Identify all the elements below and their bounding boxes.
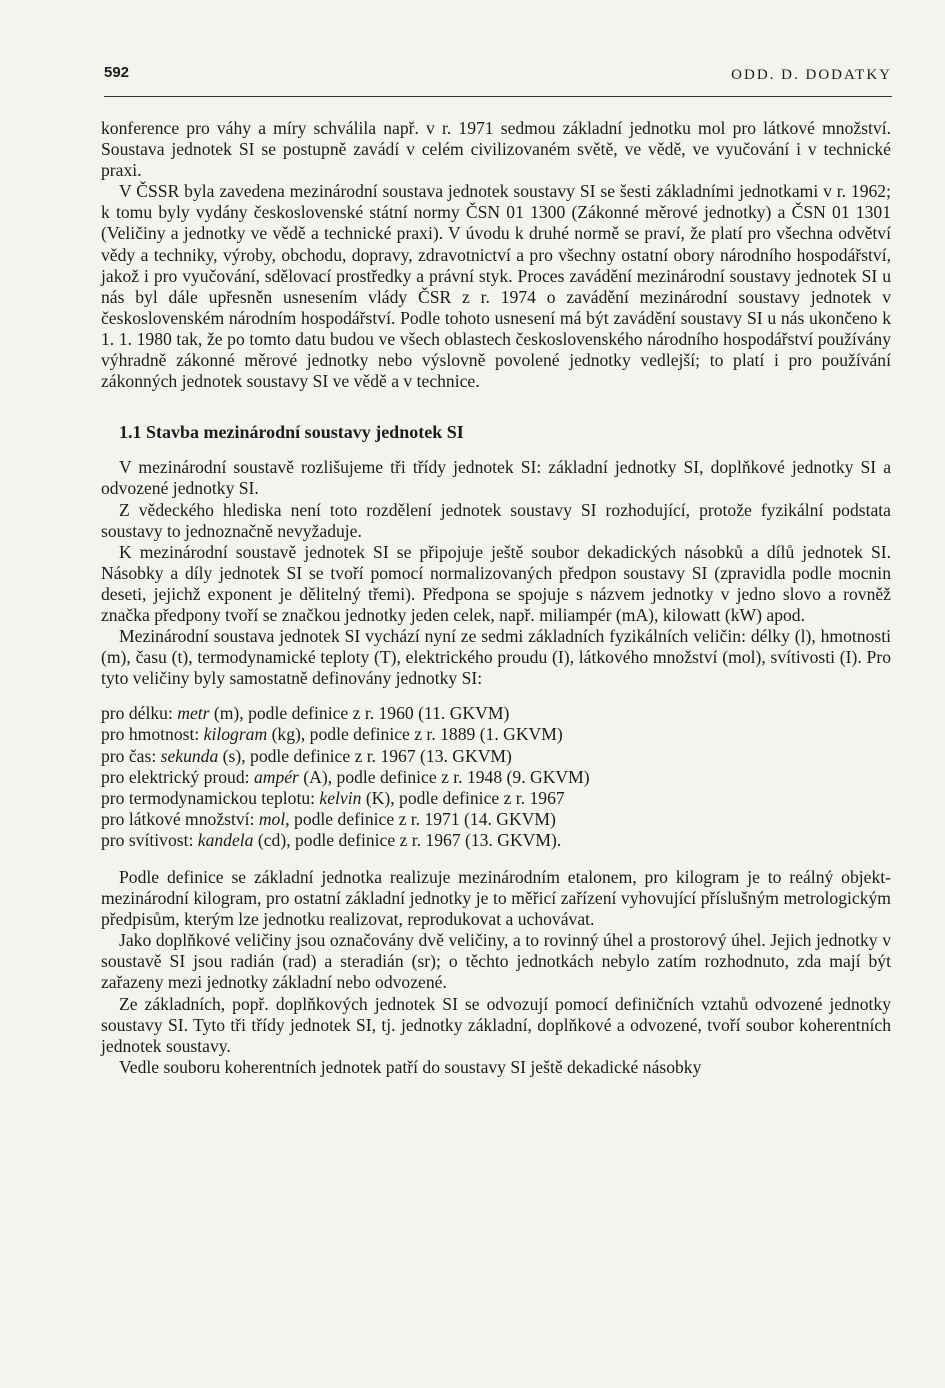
base-unit-line-length: pro délku: metr (m), podle definice z r. 1960 (11. GKVM) — [101, 703, 510, 724]
intro-paragraph-2: V ČSSR byla zavedena mezinárodní soustava jednotek soustavy SI se šesti základními jednotkami v r. 1962; k tomu byly vydány československé státní normy ČSN 01 1300 (Zákonné měrové jednotky) a ČSN 01 1301 (Veličiny a jednotky ve vědě a technické praxi). V úvodu k druhé normě se praví, že platí pro všechna odvětví vědy a techniky, výroby, obchodu, dopravy, zdravotnictví a pro všechny ostatní obory národního hospodářství, jakož i pro vyučování, sdělovací prostředky a právní styk. Proces zavádění mezinárodní soustavy jednotek SI u nás byl dále upřesněn usnesením vlády ČSR z r. 1974 o zavádění mezinárodní soustavy jednotek v československém národním hospodářství. Podle tohoto usnesení má být zavádění soustavy SI u nás ukončeno k 1. 1. 1980 tak, že po tomto datu budou ve všech oblastech československého národního hospodářství používány výhradně zákonné měrové jednotky nebo výslovně povolené jednotky vedlejší; to platí i pro používání zákonných jednotek soustavy SI ve vědě a v technice. — [101, 181, 891, 392]
base-unit-line-amount: pro látkové množství: mol, podle definice z r. 1971 (14. GKVM) — [101, 808, 556, 829]
unit-name: sekunda — [160, 745, 219, 766]
body-text — [101, 118, 891, 1078]
section-paragraph-4: Mezinárodní soustava jednotek SI vychází nyní ze sedmi základních fyzikálních veličin: délky (l), hmotnosti (m), času (t), termodynamické teploty (T), elektrického proudu (I), látkového množství (mol), svítivosti (I). Pro tyto veličiny byly samostatně definovány jednotky SI: — [101, 626, 891, 689]
closing-paragraph-4: Vedle souboru koherentních jednotek patří do soustavy SI ještě dekadické násobky — [119, 1056, 702, 1077]
unit-name: kilogram — [203, 724, 268, 745]
unit-name: kandela — [197, 829, 254, 850]
base-unit-line-luminous: pro svítivost: kandela (cd), podle definice z r. 1967 (13. GKVM). — [101, 829, 562, 850]
running-head: ODD. D. DODATKY — [731, 67, 892, 83]
unit-name: mol — [258, 808, 286, 829]
section-paragraph-1: V mezinárodní soustavě rozlišujeme tři třídy jednotek SI: základní jednotky SI, doplňkové jednotky SI a odvozené jednotky SI. — [101, 457, 891, 499]
section-heading: 1.1 Stavba mezinárodní soustavy jednotek SI — [119, 422, 464, 443]
closing-paragraph-2: Jako doplňkové veličiny jsou označovány dvě veličiny, a to rovinný úhel a prostorový úhel. Jejich jednotky v soustavě SI jsou radián (rad) a steradián (sr); o těchto jednotkách nebylo zatím rozhodnuto, zda mají být zařazeny mezi jednotky základní nebo odvozené. — [101, 930, 891, 993]
unit-name: metr — [177, 703, 210, 724]
base-units-list — [101, 703, 891, 851]
base-unit-line-current: pro elektrický proud: ampér (A), podle definice z r. 1948 (9. GKVM) — [101, 766, 590, 787]
base-unit-line-time: pro čas: sekunda (s), podle definice z r. 1967 (13. GKVM) — [101, 745, 512, 766]
closing-paragraph-1: Podle definice se základní jednotka realizuje mezinárodním etalonem, pro kilogram je to reálný objekt-mezinárodní kilogram, pro ostatní základní jednotky je to měřicí zařízení vyhovující příslušným metrologickým předpisům, kterým lze jednotku realizovat, reprodukovat a uchovávat. — [101, 867, 891, 930]
page-header — [104, 62, 892, 97]
section-paragraph-2: Z vědeckého hlediska není toto rozdělení jednotek soustavy SI rozhodující, protože fyzikální podstata soustavy to jednoznačně nevyžaduje. — [101, 499, 891, 541]
page-number: 592 — [104, 64, 130, 81]
section-paragraph-3: K mezinárodní soustavě jednotek SI se připojuje ještě soubor dekadických násobků a dílů jednotek SI. Násobky a díly jednotek SI se tvoří pomocí normalizovaných předpon soustavy SI (zpravidla podle mocnin deseti, jejichž exponent je dělitelný třemi). Předpona se spojuje s názvem jednotky v jedno slovo a rovněž značka předpony tvoří se značkou jednotky jeden celek, např. miliampér (mA), kilowatt (kW) apod. — [101, 541, 891, 625]
closing-paragraph-3: Ze základních, popř. doplňkových jednotek SI se odvozují pomocí definičních vztahů odvozené jednotky soustavy SI. Tyto tři třídy jednotek SI, tj. jednotky základní, doplňkové a odvozené, tvoří soubor koherentních jednotek soustavy. — [101, 993, 891, 1056]
intro-paragraph-1: konference pro váhy a míry schválila např. v r. 1971 sedmou základní jednotku mol pro látkové množství. Soustava jednotek SI se postupně zavádí v celém civilizovaném světě, ve vědě, ve vyučování i v technické praxi. — [101, 118, 891, 181]
unit-name: kelvin — [319, 787, 362, 808]
unit-name: ampér — [253, 766, 299, 787]
base-unit-line-mass: pro hmotnost: kilogram (kg), podle definice z r. 1889 (1. GKVM) — [101, 724, 563, 745]
base-unit-line-temperature: pro termodynamickou teplotu: kelvin (K), podle definice z r. 1967 — [101, 787, 565, 808]
